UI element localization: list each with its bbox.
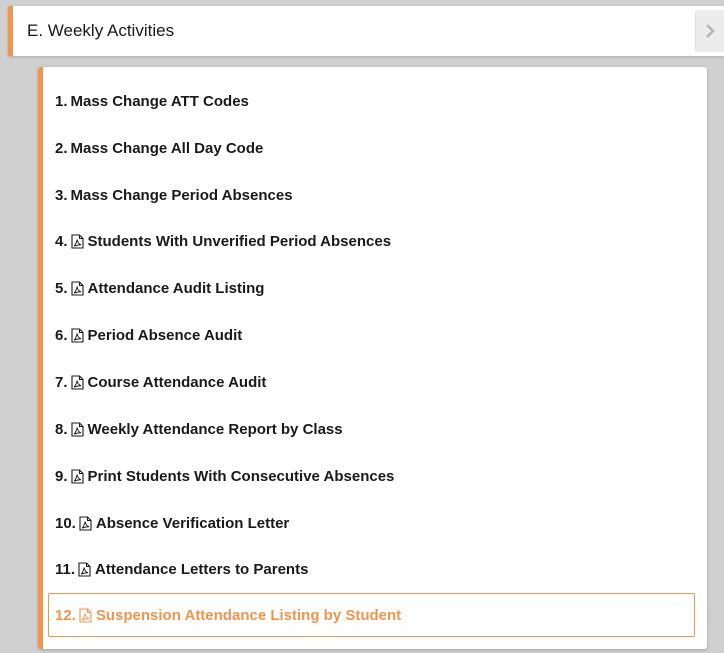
- menu-item-3[interactable]: [48, 173, 695, 217]
- pdf-file-icon: [71, 422, 84, 437]
- item-label: Mass Change All Day Code: [70, 139, 264, 157]
- item-label: Mass Change ATT Codes: [70, 92, 249, 110]
- item-label: Mass Change Period Absences: [70, 186, 293, 204]
- item-number: 11.: [55, 560, 76, 578]
- pdf-file-icon: [78, 562, 91, 577]
- item-number: 8.: [55, 420, 68, 438]
- item-label: Students With Unverified Period Absences: [87, 232, 392, 250]
- pdf-file-icon: [79, 516, 92, 531]
- pdf-file-icon: [71, 469, 84, 484]
- item-label: Print Students With Consecutive Absences: [87, 467, 395, 485]
- menu-item-6[interactable]: [48, 313, 695, 357]
- item-number: 5.: [55, 279, 68, 297]
- item-number: 7.: [55, 373, 68, 391]
- menu-item-9[interactable]: [48, 454, 695, 498]
- item-number: 4.: [55, 232, 68, 250]
- item-number: 9.: [55, 467, 68, 485]
- item-label: Absence Verification Letter: [95, 514, 290, 532]
- pdf-file-icon: [71, 375, 84, 390]
- item-label: Weekly Attendance Report by Class: [87, 420, 343, 438]
- item-number: 3.: [55, 186, 68, 204]
- menu-item-11[interactable]: [48, 547, 695, 591]
- item-label: Course Attendance Audit: [87, 373, 267, 391]
- item-label: Attendance Audit Listing: [87, 279, 265, 297]
- pdf-file-icon: [71, 234, 84, 249]
- section-title: E. Weekly Activities: [27, 21, 175, 40]
- item-label: Attendance Letters to Parents: [95, 560, 309, 578]
- item-label: Period Absence Audit: [87, 326, 243, 344]
- pdf-file-icon: [71, 281, 84, 296]
- section-header-weekly-activities[interactable]: [8, 6, 724, 56]
- item-number: 2.: [55, 139, 68, 157]
- item-number: 10.: [55, 514, 76, 532]
- menu-item-12[interactable]: [48, 593, 695, 637]
- expand-toggle-button[interactable]: [695, 10, 724, 52]
- menu-item-5[interactable]: [48, 266, 695, 310]
- pdf-file-icon: [79, 608, 92, 623]
- menu-item-10[interactable]: [48, 501, 695, 545]
- menu-item-1[interactable]: [48, 79, 695, 123]
- item-label: Suspension Attendance Listing by Student: [95, 606, 402, 624]
- activities-menu-panel: [38, 67, 707, 649]
- item-number: 6.: [55, 326, 68, 344]
- menu-item-7[interactable]: [48, 360, 695, 404]
- item-number: 12.: [55, 606, 76, 624]
- item-number: 1.: [55, 92, 68, 110]
- pdf-file-icon: [71, 328, 84, 343]
- menu-item-8[interactable]: [48, 407, 695, 451]
- menu-item-4[interactable]: [48, 219, 695, 263]
- chevron-right-icon: [704, 23, 716, 39]
- menu-item-2[interactable]: [48, 126, 695, 170]
